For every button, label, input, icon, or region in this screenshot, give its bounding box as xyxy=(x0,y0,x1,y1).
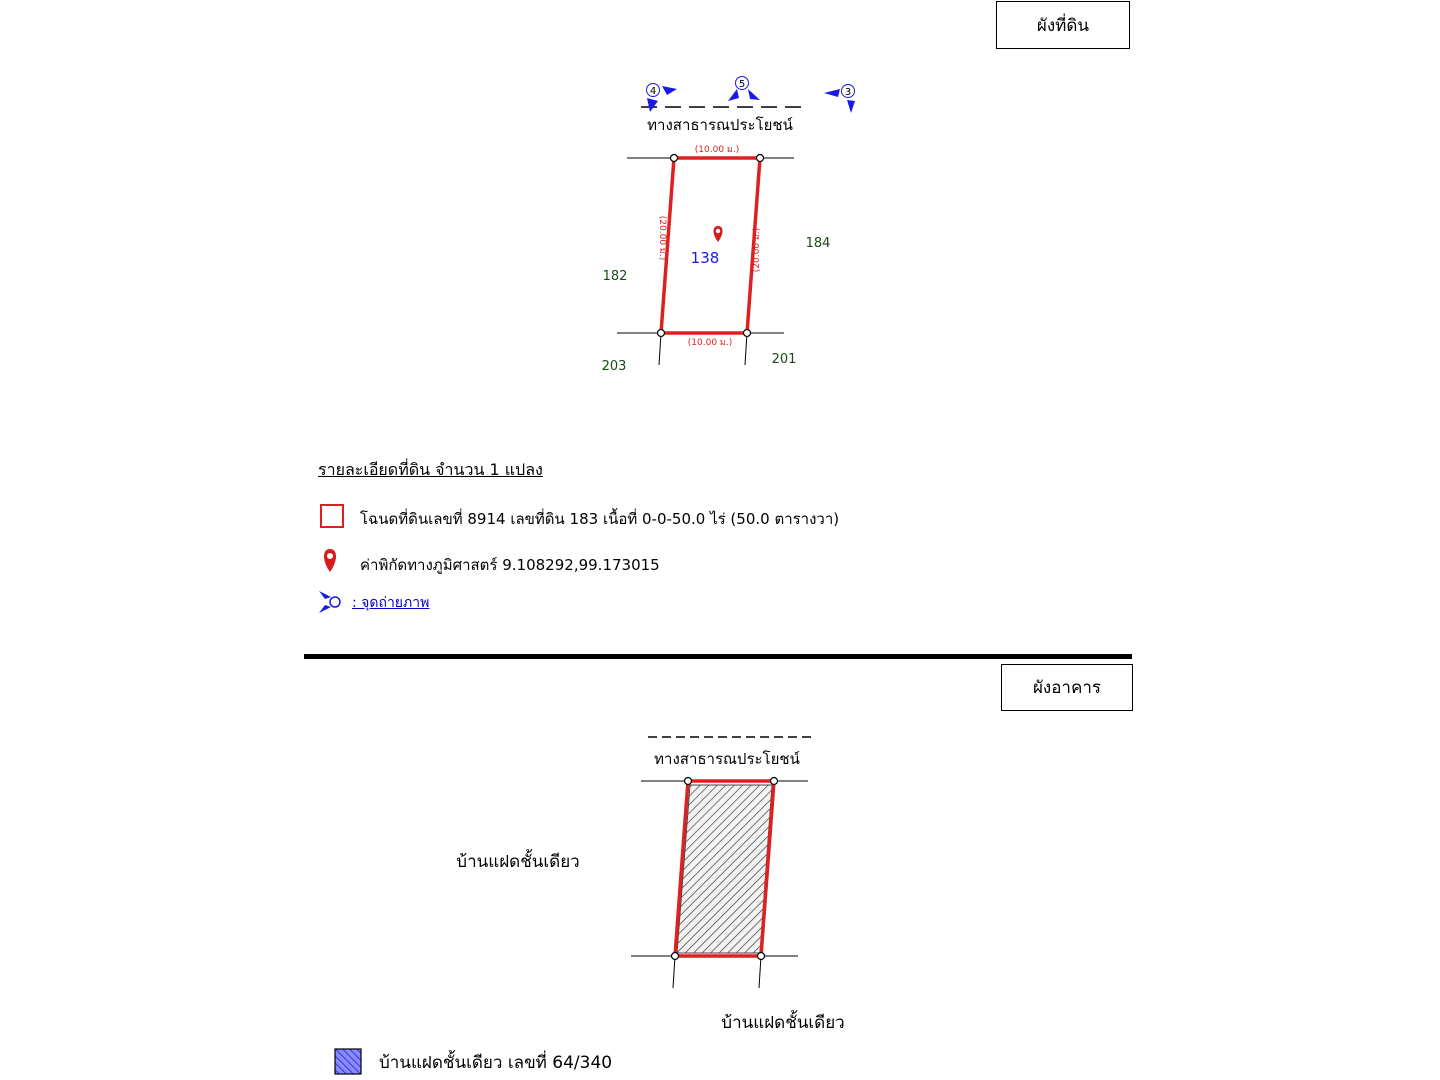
square-outline-icon xyxy=(320,504,344,528)
neighbor-left: 182 xyxy=(602,269,628,284)
land-road-label: ทางสาธารณประโยชน์ xyxy=(647,116,793,134)
photo-point-5-label: 5 xyxy=(738,79,746,90)
section-divider xyxy=(304,654,1132,659)
deed-text: โฉนดที่ดินเลขที่ 8914 เลขที่ดิน 183 เนื้อที่ 0-0-50.0 ไร่ (50.0 ตารางวา) xyxy=(360,510,840,528)
camera-arrow-icon xyxy=(317,589,343,615)
photo-point-4-label: 4 xyxy=(649,86,657,97)
building-neighbor-left: บ้านแฝดชั้นเดียว xyxy=(456,852,580,872)
map-pin-icon xyxy=(320,547,340,573)
neighbor-right: 184 xyxy=(805,236,831,251)
building-map-diagram xyxy=(0,660,1440,1080)
building-road-label: ทางสาธารณประโยชน์ xyxy=(654,750,800,768)
dim-top-label: (10.00 ม.) xyxy=(694,145,740,155)
building-neighbor-bottom: บ้านแฝดชั้นเดียว xyxy=(721,1013,845,1033)
photo-point-3-label: 3 xyxy=(844,87,852,98)
dim-right-label: (20.00 ม.) xyxy=(752,227,762,273)
neighbor-bottom-right: 201 xyxy=(771,352,797,367)
location-marker-icon xyxy=(714,226,723,242)
photo-point-3 xyxy=(824,85,855,114)
photo-point-5 xyxy=(728,77,760,102)
parcel-boundary xyxy=(661,158,760,333)
legend-title: รายละเอียดที่ดิน จำนวน 1 แปลง xyxy=(318,460,543,479)
building-map-title: ผังอาคาร xyxy=(1032,678,1102,698)
land-map-title: ผังที่ดิน xyxy=(1036,15,1090,36)
parcel-number: 138 xyxy=(690,249,720,267)
building-legend-swatch-icon xyxy=(335,1049,361,1074)
building-footprint xyxy=(677,785,772,953)
building-legend-text: บ้านแฝดชั้นเดียว เลขที่ 64/340 xyxy=(379,1053,613,1073)
coords-text: ค่าพิกัดทางภูมิศาสตร์ 9.108292,99.173015 xyxy=(360,556,660,574)
land-map-diagram xyxy=(0,0,1440,420)
dim-left-label: (20.00 ม.) xyxy=(657,215,667,261)
neighbor-bottom-left: 203 xyxy=(601,359,627,374)
dim-bottom-label: (10.00 ม.) xyxy=(687,338,733,348)
photo-points-link[interactable]: : จุดถ่ายภาพ xyxy=(352,595,430,611)
